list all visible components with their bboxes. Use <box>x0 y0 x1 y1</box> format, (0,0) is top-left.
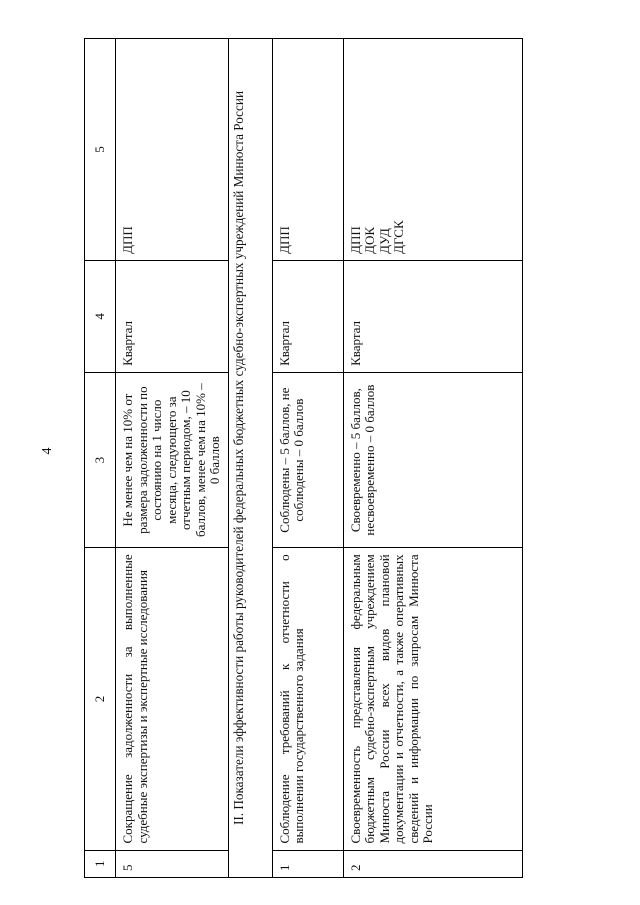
row-number: 1 <box>272 850 343 877</box>
responsible-cell <box>343 39 522 261</box>
criteria-cell: Своевременно – 5 баллов, несвоевременно – 0 баллов <box>343 372 522 547</box>
responsible-cell: ДПП <box>272 39 343 261</box>
table-row <box>343 39 522 878</box>
criteria-cell: Не менее чем на 10% от размера задолженности по состоянию на 1 число месяца, следующего за отчетным периодом, – 10 баллов, менее чем на 10% – 0 баллов <box>116 372 229 547</box>
column-header-2: 2 <box>85 548 116 850</box>
period-cell: Квартал <box>343 260 522 372</box>
column-header-3: 3 <box>85 372 116 547</box>
row-number: 2 <box>343 850 522 877</box>
indicator-cell: Своевременность представления федеральным бюджетным судебно-экспертным учреждением Минюста России всех видов плановой документации и отчетности, а также оперативных сведений и информации по запросам Минюста России <box>343 548 522 850</box>
period-cell: Квартал <box>116 260 229 372</box>
section-title: II. Показатели эффективности работы руководителей федеральных бюджетных судебно-экспертных учреждений Минюста России <box>228 39 272 878</box>
responsible-item: ДПП <box>347 226 363 254</box>
row-number: 5 <box>116 850 229 877</box>
column-header-4: 4 <box>85 260 116 372</box>
indicators-table <box>84 38 523 878</box>
table-row <box>116 39 229 878</box>
section-heading-row <box>228 39 272 878</box>
rotated-table-container <box>84 38 604 878</box>
responsible-cell: ДПП <box>116 39 229 261</box>
column-header-1: 1 <box>85 850 116 877</box>
page-number: 4 <box>40 447 55 455</box>
column-header-5: 5 <box>85 39 116 261</box>
indicator-cell: Сокращение задолженности за выполненные судебные экспертизы и экспертные исследования <box>116 548 229 850</box>
table-row <box>272 39 343 878</box>
responsible-item: ДГСК <box>391 220 406 254</box>
criteria-cell: Соблюдены – 5 баллов, не соблюдены – 0 баллов <box>272 372 343 547</box>
indicator-cell: Соблюдение требований к отчетности о выполнении государственного задания <box>272 548 343 850</box>
responsible-item: ДУД <box>376 228 392 254</box>
responsible-item: ДОК <box>362 226 377 254</box>
table-header-row <box>85 39 116 878</box>
period-cell: Квартал <box>272 260 343 372</box>
